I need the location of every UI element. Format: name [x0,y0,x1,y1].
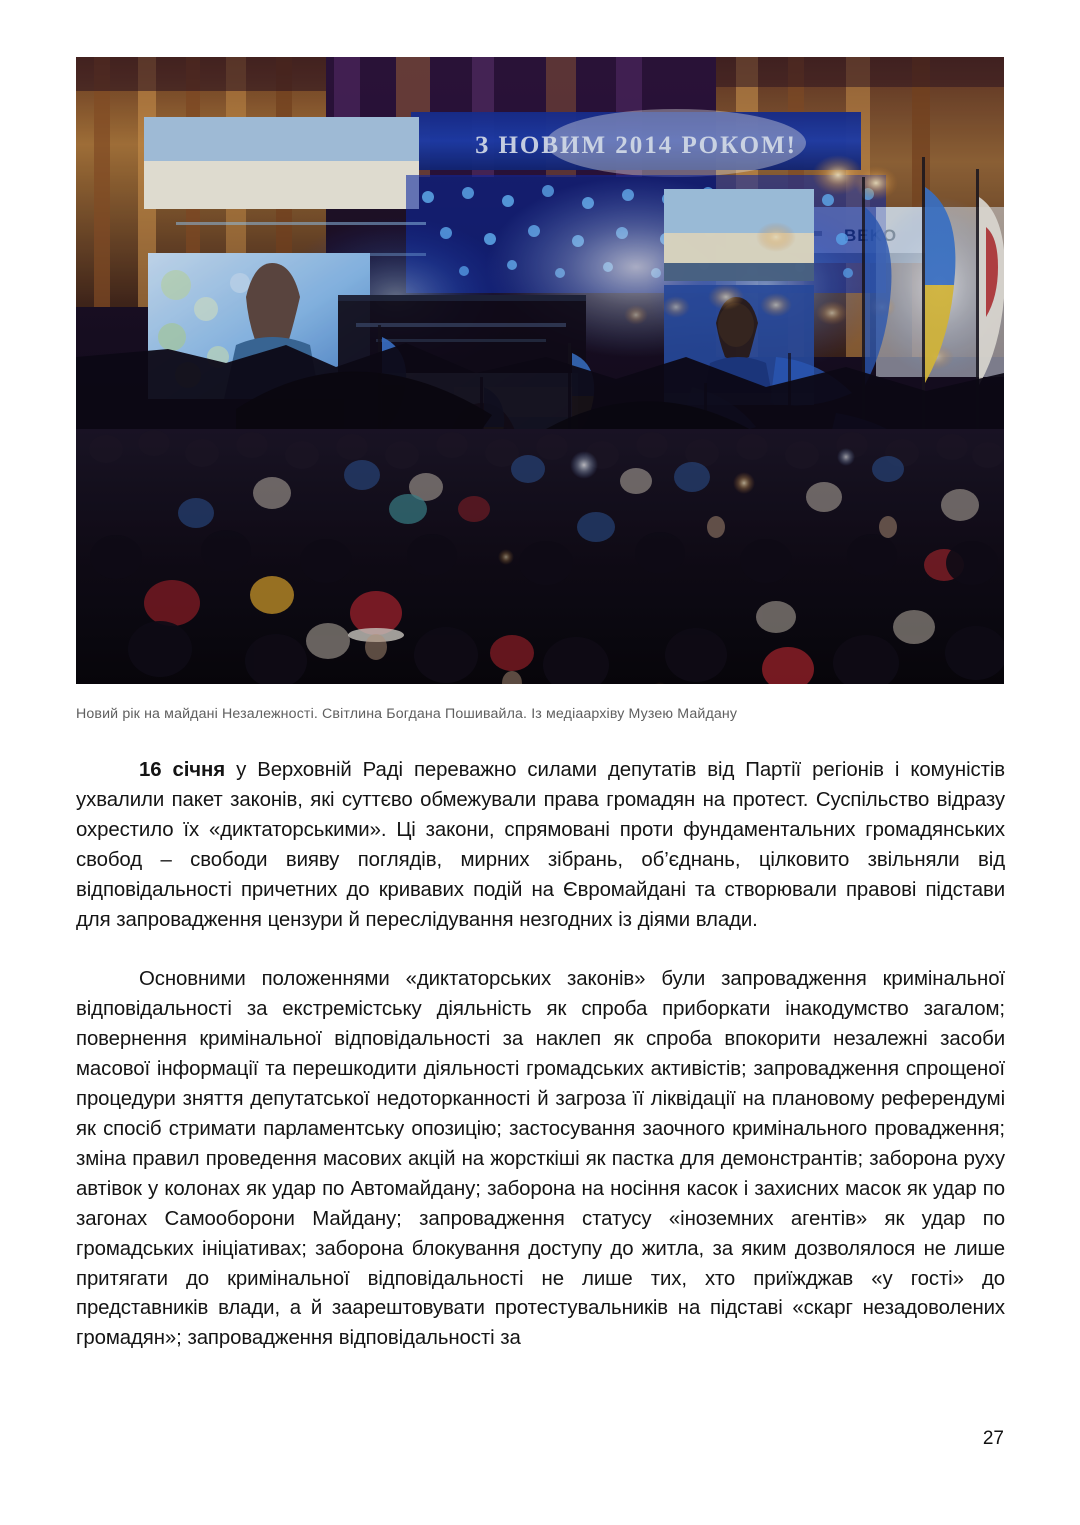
paragraph-16-sichnia [76,756,1005,935]
paragraph-body-0: у Верховній Раді переважно силами депутатів від Партії регіонів і комуністів ухвалили пакет законів, які суттєво обмежували права громадян на протест. Суспільство відразу охрестило їх «диктаторськими». Ці закони, спрямовані проти фундаментальних громадянських свобод – свободи вияву поглядів, мирних зібрань, об’єднань, цілковито звільняли від відповідальності причетних до кривавих подій на Євромайдані та створювали правові підстави для запровадження цензури й переслідування незгодних із діями влади. [76,759,1005,931]
maidan-new-year-photo [76,57,1004,684]
paragraph-osnovnymy-polozhenniamy [76,965,1005,1354]
paragraph-lead-date: 16 січня [139,759,226,781]
svg-text:З НОВИМ 2014 РОКОМ!: З НОВИМ 2014 РОКОМ! [475,132,797,159]
photo-illustration [76,57,1004,684]
page-number: 27 [982,1428,1004,1449]
figure-block [76,57,1004,724]
figure-caption: Новий рік на майдані Незалежності. Світлина Богдана Пошивайла. Із медіаархіву Музею Майдану [76,706,738,722]
paragraph-body-1: Основними положеннями «диктаторських законів» були запровадження кримінальної відповідальності за екстремістську діяльність як спроба приборкати інакодумство загалом; повернення кримінальної відповідальності за наклеп як спроба впокорити незалежні засоби масової інформації та перешкодити діяльності громадських активістів; запровадження спрощеної процедури зняття депутатської недоторканності й загроза її ліквідації на плановому референдумі як спосіб стримати парламентську опозицію; застосування заочного кримінального провадження; зміна правил проведення масових акцій на жорсткіші як пастка для демонстрантів; заборона руху автівок у колонах як удар по Автомайдану; заборона на носіння касок і захисних масок як удар по загонах Самооборони Майдану; запровадження статусу «іноземних агентів» як удар по громадських ініціативах; заборона блокування доступу до житла, за яким дозволялося не лише притягати до кримінальної відповідальності не лише тих, хто приїжджав «у гості» до представників влади, а й заарештовувати протестувальників на підставі «скарг незадоволених громадян»; запровадження відповідальності за [76,968,1005,1350]
body-copy [76,756,1005,1354]
